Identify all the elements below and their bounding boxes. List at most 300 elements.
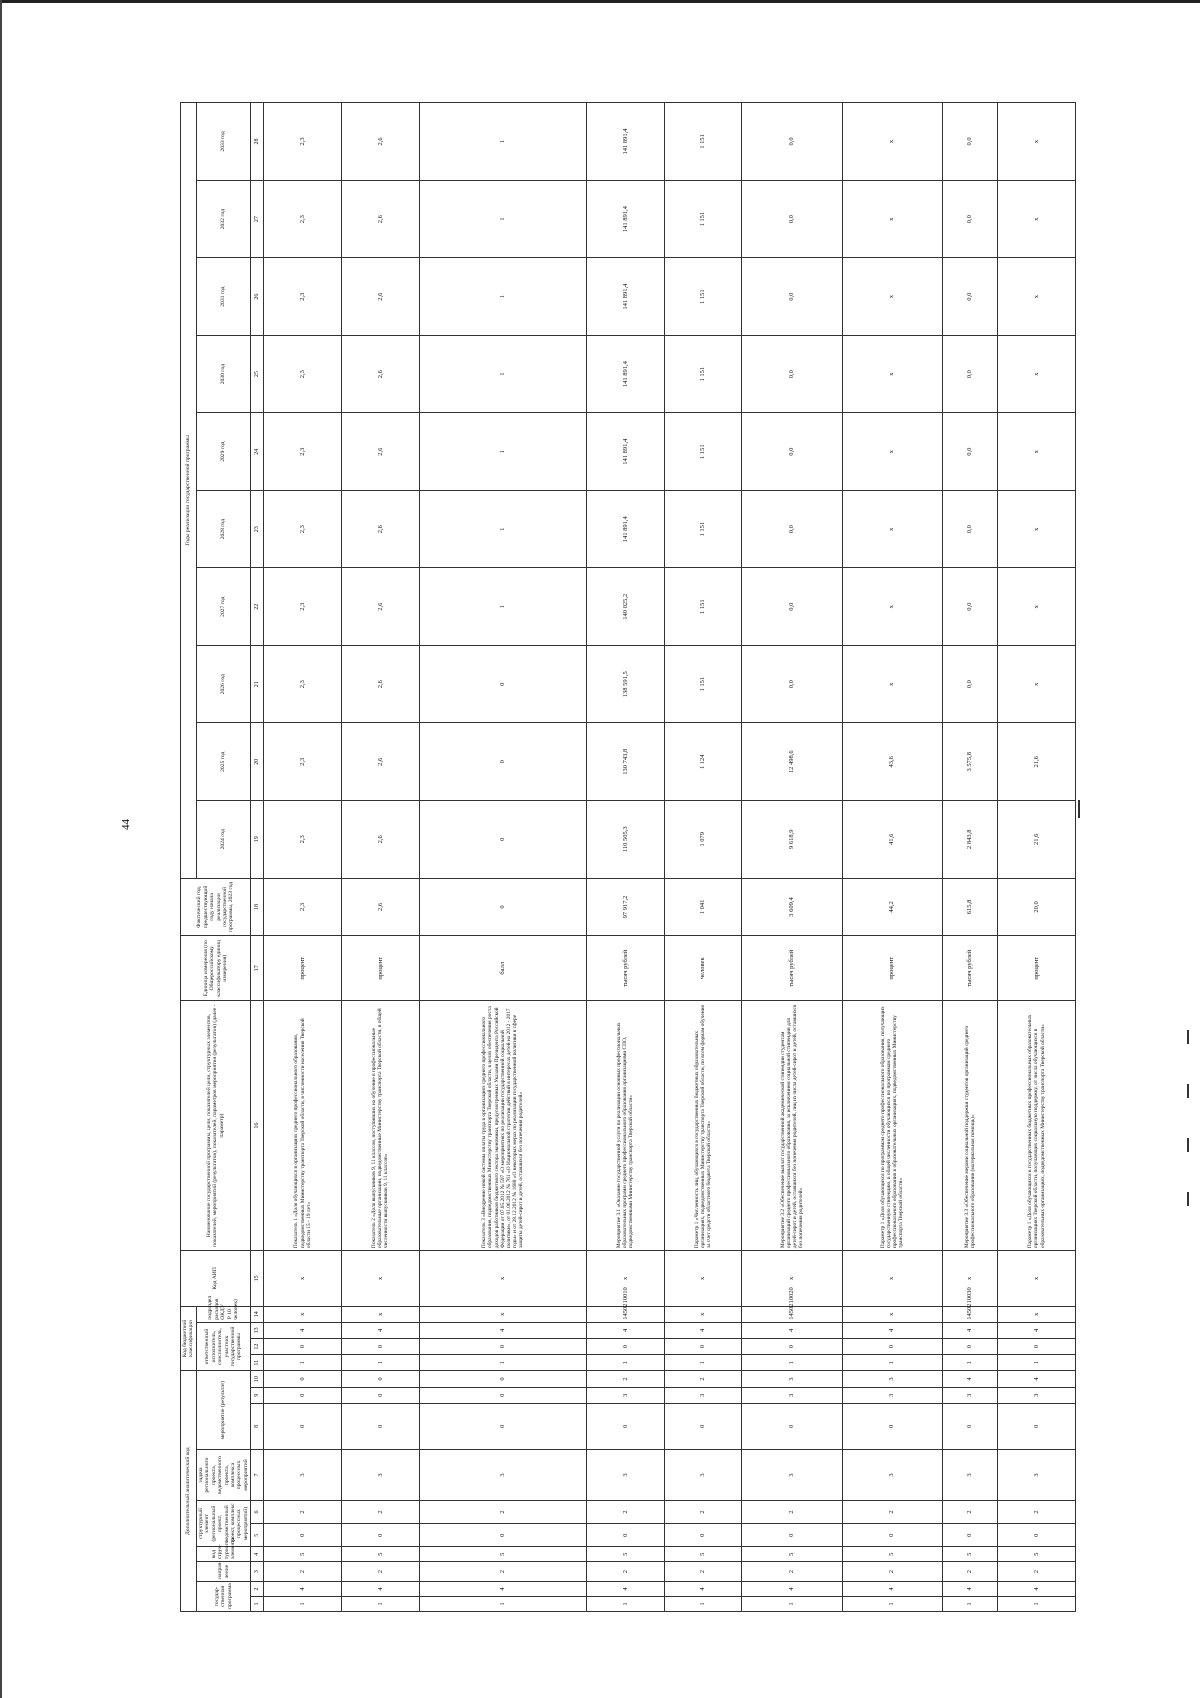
header-structure-type: вид струк-турного элемента	[196, 1547, 250, 1562]
header-kbk: Код бюджетной классификации	[181, 1306, 197, 1371]
header-name: Наименование государственной программы, цели, показателей цели, структурных элементов, показателей, мероприятий (результатов), показателей, параметров мероприятия (результатов) (далее - параметр)	[181, 1001, 251, 1251]
unit-cell: человек	[664, 936, 742, 1001]
column-number: 28	[251, 103, 264, 181]
column-number: 27	[251, 180, 264, 258]
code-cell: 1	[419, 1596, 586, 1611]
year-value: 2,6	[342, 490, 420, 568]
year-value: 1 151	[664, 335, 742, 413]
indicator-name: Мероприятие 3.3 «Обеспечение мерами социальной поддержки студентов организаций среднего профессионального образования (материальная помощь)»	[942, 1001, 997, 1251]
header-year: 2033 год	[196, 103, 250, 181]
year-value: 0,0	[742, 180, 842, 258]
header-task: задача регионального проекта, ведомственного проекта, комплекса процессных мероприятий	[196, 1450, 250, 1501]
column-number: 17	[251, 936, 264, 1001]
column-number: 26	[251, 258, 264, 336]
year-value: x	[842, 180, 942, 258]
year-value: x	[998, 258, 1076, 336]
year-value: 110 505,3	[586, 801, 664, 879]
code-cell: 5	[586, 1547, 664, 1562]
year-value: 2,6	[342, 180, 420, 258]
code-cell: 0	[264, 1371, 342, 1387]
header-kod-aip: Код АИП	[181, 1251, 251, 1307]
code-cell: 4	[419, 1581, 586, 1596]
code-cell: 1	[342, 1355, 420, 1371]
code-cell: 3	[586, 1387, 664, 1403]
table-row	[264, 103, 342, 1612]
year-value: 1 151	[664, 568, 742, 646]
code-cell: 4	[998, 1371, 1076, 1387]
year-value: 2,3	[264, 490, 342, 568]
code-cell: x	[586, 1251, 664, 1307]
code-cell: 0	[586, 1338, 664, 1354]
code-cell: 5	[264, 1547, 342, 1562]
year-value: 141 891,4	[586, 258, 664, 336]
year-value: 1 151	[664, 645, 742, 723]
code-cell: 0	[419, 1371, 586, 1387]
year-value: 0,0	[942, 568, 997, 646]
code-cell: 2	[586, 1500, 664, 1523]
year-value: 0,0	[742, 413, 842, 491]
year-value: 1	[419, 413, 586, 491]
scan-marks	[1187, 1030, 1191, 1246]
code-cell: x	[264, 1251, 342, 1307]
year-value: 1	[419, 335, 586, 413]
year-value: 2 843,8	[942, 801, 997, 879]
indicator-name: Показатель 2 «Доля выпускников 9, 11 классов, поступивших на обучение в профессиональные образовательные организации, подведомственные Министерству транспорта Тверской области, в общей численности выпускников 9, 11 классов»	[342, 1001, 420, 1251]
table-body	[251, 103, 1076, 1612]
code-cell: 2	[264, 1500, 342, 1523]
code-cell: 1	[842, 1596, 942, 1611]
code-cell: 4	[998, 1581, 1076, 1596]
code-cell: 1	[942, 1355, 997, 1371]
column-number: 11	[251, 1355, 264, 1371]
year-value: x	[842, 413, 942, 491]
year-value: x	[998, 490, 1076, 568]
code-cell: 3	[742, 1450, 842, 1501]
code-cell: 0	[742, 1524, 842, 1547]
year-value: 1	[419, 490, 586, 568]
column-number: 4	[251, 1547, 264, 1562]
code-cell: 4	[342, 1581, 420, 1596]
code-cell: 0	[419, 1403, 586, 1449]
table-row	[842, 103, 942, 1612]
code-cell: 3	[942, 1387, 997, 1403]
code-cell: 0	[342, 1338, 420, 1354]
year-value: 2,3	[264, 335, 342, 413]
column-number: 25	[251, 335, 264, 413]
unit-cell: тысяч рублей	[586, 936, 664, 1001]
table-row	[742, 103, 842, 1612]
indicator-name: Мероприятие 3.2 «Обеспечение выплат государственной академической стипендии студентам организаций среднего профессионального образования, за исключением социальной стипендии для детей-сирот и детей, оставшихся без попечения родителей, лиц из числа детей-сирот и детей, оставшихся без попечения родителей»	[742, 1001, 842, 1251]
year-value: 1 079	[664, 801, 742, 879]
year-value: 141 891,4	[586, 103, 664, 181]
header-additional-code: Дополнительный аналитический код	[181, 1371, 197, 1612]
code-cell: 2	[742, 1562, 842, 1582]
year-value: 1 124	[664, 723, 742, 801]
code-cell: 2	[842, 1562, 942, 1582]
year-value: x	[998, 335, 1076, 413]
year-value: x	[998, 103, 1076, 181]
year-value: 1 151	[664, 490, 742, 568]
code-cell: 2	[264, 1562, 342, 1582]
year-value: 0,0	[742, 645, 842, 723]
code-cell: 2	[342, 1562, 420, 1582]
year-value: 0,0	[942, 103, 997, 181]
code-cell: 4	[942, 1322, 997, 1338]
code-cell: 1450210030	[942, 1306, 997, 1322]
code-cell: 0	[842, 1524, 942, 1547]
code-cell: 1	[664, 1596, 742, 1611]
code-cell: x	[742, 1251, 842, 1307]
column-number: 8	[251, 1403, 264, 1449]
code-cell: 0	[586, 1403, 664, 1449]
code-cell: 2	[742, 1500, 842, 1523]
code-cell: 1	[264, 1596, 342, 1611]
indicator-name: Параметр 1 «Численность лиц, обучающихся в государственных бюджетных образовательных организациях, подведомственных Министерству транспорта Тверской области, по всем формам обучения за счет средств областного бюджета Тверской области»	[664, 1001, 742, 1251]
year-value: 0,0	[942, 258, 997, 336]
year-value: 0,0	[942, 335, 997, 413]
table-row	[586, 103, 664, 1612]
year-value: 2,3	[264, 180, 342, 258]
year-value: 0	[419, 645, 586, 723]
year-value: 1 151	[664, 180, 742, 258]
code-cell: 0	[742, 1403, 842, 1449]
code-cell: 3	[342, 1450, 420, 1501]
code-cell: 1	[586, 1596, 664, 1611]
column-number: 10	[251, 1371, 264, 1387]
year-value: 0	[419, 723, 586, 801]
unit-cell: процент	[342, 936, 420, 1001]
table-row	[419, 103, 586, 1612]
code-cell: x	[264, 1306, 342, 1322]
code-cell: 0	[586, 1524, 664, 1547]
code-cell: 4	[264, 1581, 342, 1596]
header-section: подраздел расходов ОКДУ Р 10 человек)	[196, 1306, 250, 1322]
column-number: 20	[251, 723, 264, 801]
year-value: x	[998, 413, 1076, 491]
column-number: 16	[251, 1001, 264, 1251]
code-cell: 5	[842, 1547, 942, 1562]
code-cell: x	[842, 1251, 942, 1307]
code-cell: 2	[998, 1500, 1076, 1523]
header-year: 2031 год	[196, 258, 250, 336]
indicator-name: Показатель 3 «Внедрение новой системы оплаты труда в организациях среднего профессионального образования, подведомственных Министерству транспорта Тверской области, в целях обеспечения роста доходов работников бюджетного сектора экономики, предусмотренных Указами Президента Российской Федерации от 07.05.2012 № 597 «О мероприятиях по реализации государственной социальной политики», от 01.06.2012 № 761 «О Национальной стратегии действий в интересах детей на 2012 - 2017 годы» и от 28.12.2012 № 1688 «О некоторых мерах по реализации государственной политики в сфере защиты детей-сирот и детей, оставшихся без попечения родителей»	[419, 1001, 586, 1251]
code-cell: 3	[842, 1371, 942, 1387]
year-value: 1 151	[664, 413, 742, 491]
table-row	[664, 103, 742, 1612]
header-row-1	[181, 103, 197, 1612]
year-value: 9 618,9	[742, 801, 842, 879]
year-value: x	[842, 258, 942, 336]
year-value: 0,0	[742, 258, 842, 336]
code-cell: 3	[842, 1450, 942, 1501]
year-value: 0,0	[742, 490, 842, 568]
column-number: 5	[251, 1524, 264, 1547]
header-years-group: Годы реализации государственной программы	[181, 103, 197, 879]
code-cell: 2	[664, 1562, 742, 1582]
code-cell: 0	[942, 1338, 997, 1354]
table-row	[942, 103, 997, 1612]
code-cell: 4	[586, 1581, 664, 1596]
code-cell: 0	[998, 1338, 1076, 1354]
year-value: 1	[419, 568, 586, 646]
year-value: x	[998, 568, 1076, 646]
code-cell: 3	[586, 1450, 664, 1501]
code-cell: 1	[264, 1355, 342, 1371]
code-cell: 0	[419, 1338, 586, 1354]
year-value: 141 891,4	[586, 490, 664, 568]
code-cell: 0	[264, 1524, 342, 1547]
year-value: 0,0	[742, 335, 842, 413]
code-cell: 0	[942, 1524, 997, 1547]
column-number: 22	[251, 568, 264, 646]
code-cell: 2	[942, 1562, 997, 1582]
indicator-name: Параметр 1 «Доля обучающихся в государственных бюджетных профессиональных образовательных организациях Тверской области, получающих социальную поддержку, от числа обучающихся в образовательных организациях, подведомственных Министерству транспорта Тверской области»	[998, 1001, 1076, 1251]
program-table-sheet	[180, 102, 1076, 1612]
code-cell: 2	[342, 1500, 420, 1523]
code-cell: 0	[998, 1403, 1076, 1449]
column-number: 1	[251, 1596, 264, 1611]
code-cell: 4	[742, 1322, 842, 1338]
code-cell: 5	[742, 1547, 842, 1562]
year-value: 0	[419, 801, 586, 879]
code-cell: 0	[664, 1524, 742, 1547]
header-year: 2028 год	[196, 490, 250, 568]
fact-value: 0	[419, 878, 586, 936]
code-cell: 3	[842, 1387, 942, 1403]
code-cell: 4	[998, 1322, 1076, 1338]
code-cell: 4	[664, 1322, 742, 1338]
code-cell: x	[419, 1251, 586, 1307]
column-number: 15	[251, 1251, 264, 1307]
code-cell: 0	[342, 1524, 420, 1547]
year-value: 0,0	[942, 490, 997, 568]
year-value: x	[842, 645, 942, 723]
header-year: 2024 год	[196, 801, 250, 879]
code-cell: 0	[264, 1338, 342, 1354]
column-number: 21	[251, 645, 264, 723]
code-cell: 3	[998, 1450, 1076, 1501]
code-cell: 1	[998, 1596, 1076, 1611]
code-cell: 1	[419, 1355, 586, 1371]
code-cell: 4	[842, 1322, 942, 1338]
table-row	[998, 103, 1076, 1612]
code-cell: 2	[586, 1562, 664, 1582]
column-number: 24	[251, 413, 264, 491]
code-cell: x	[998, 1251, 1076, 1307]
year-value: 12 498,6	[742, 723, 842, 801]
year-value: 2,3	[264, 258, 342, 336]
code-cell: x	[342, 1251, 420, 1307]
unit-cell: процент	[842, 936, 942, 1001]
year-value: x	[842, 490, 942, 568]
year-value: 2,6	[342, 103, 420, 181]
header-direction: направ-ление	[196, 1562, 250, 1582]
code-cell: 1450210020	[742, 1306, 842, 1322]
code-cell: 0	[342, 1371, 420, 1387]
code-cell: 4	[586, 1322, 664, 1338]
code-cell: 3	[998, 1387, 1076, 1403]
code-cell: 3	[742, 1387, 842, 1403]
year-value: 2,3	[264, 723, 342, 801]
code-cell: 5	[664, 1547, 742, 1562]
year-value: 2,6	[342, 568, 420, 646]
code-cell: x	[842, 1306, 942, 1322]
code-cell: 5	[342, 1547, 420, 1562]
year-value: 130 743,8	[586, 723, 664, 801]
code-cell: 1	[664, 1355, 742, 1371]
year-value: 2,6	[342, 645, 420, 723]
year-value: x	[998, 645, 1076, 723]
header-structural-element: структурный элемент (региональный проект, ведомственный проект, комплекс процессных мероприятий)	[196, 1500, 250, 1546]
code-cell: 5	[419, 1547, 586, 1562]
year-value: 2,6	[342, 723, 420, 801]
unit-cell: процент	[998, 936, 1076, 1001]
column-number: 18	[251, 878, 264, 936]
column-number: 7	[251, 1450, 264, 1501]
column-number: 12	[251, 1338, 264, 1354]
column-number: 23	[251, 490, 264, 568]
year-value: 2,3	[264, 801, 342, 879]
year-value: 1	[419, 103, 586, 181]
code-cell: 0	[942, 1403, 997, 1449]
code-cell: 0	[342, 1403, 420, 1449]
fact-value: 2,3	[264, 878, 342, 936]
column-number: 6	[251, 1500, 264, 1523]
code-cell: 2	[664, 1371, 742, 1387]
unit-cell: тысяч рублей	[942, 936, 997, 1001]
year-value: 1 151	[664, 103, 742, 181]
code-cell: 4	[419, 1322, 586, 1338]
code-cell: 5	[942, 1547, 997, 1562]
indicator-name: Показатель 1 «Доля обучающихся в организациях среднего профессионального образования, подведомственных Министерству транспорта Тверской области, в численности населения Тверской области 15 - 19 лет»	[264, 1001, 342, 1251]
header-row-2	[196, 103, 250, 1612]
code-cell: 0	[264, 1387, 342, 1403]
code-cell: 0	[842, 1338, 942, 1354]
code-cell: 2	[842, 1500, 942, 1523]
header-year: 2025 год	[196, 723, 250, 801]
header-grbs: ответственный исполнитель, соисполнитель, участник государственной программы	[196, 1322, 250, 1371]
code-cell: 0	[664, 1338, 742, 1354]
column-number: 14	[251, 1306, 264, 1322]
column-number: 19	[251, 801, 264, 879]
indicator-name: Параметр 1 «Доля обучающихся по программам среднего профессионального образования, получающих государственную стипендию, в общей численности обучающихся по программам среднего профессионального образования в образовательных организациях, подведомственных Министерству транспорта Тверской области»	[842, 1001, 942, 1251]
year-value: 2,6	[342, 801, 420, 879]
code-cell: 0	[664, 1403, 742, 1449]
code-cell: 1	[742, 1596, 842, 1611]
year-value: 43,6	[842, 723, 942, 801]
fact-value: 2,6	[342, 878, 420, 936]
year-value: 3 575,8	[942, 723, 997, 801]
code-cell: 2	[998, 1562, 1076, 1582]
code-cell: 1	[942, 1596, 997, 1611]
code-cell: 4	[342, 1322, 420, 1338]
column-number-row	[251, 103, 264, 1612]
code-cell: x	[942, 1251, 997, 1307]
code-cell: 0	[419, 1524, 586, 1547]
year-value: 1 151	[664, 258, 742, 336]
code-cell: x	[664, 1251, 742, 1307]
scan-left-edge	[0, 0, 2, 1698]
year-value: 2,3	[264, 413, 342, 491]
code-cell: 3	[942, 1450, 997, 1501]
code-cell: 4	[264, 1322, 342, 1338]
column-number: 2	[251, 1581, 264, 1596]
year-value: x	[842, 103, 942, 181]
page-number: 44	[120, 819, 132, 830]
year-value: 2,6	[342, 258, 420, 336]
year-value: 2,6	[342, 413, 420, 491]
year-value: 0,0	[942, 645, 997, 723]
fact-value: 1 041	[664, 878, 742, 936]
fact-value: 44,2	[842, 878, 942, 936]
code-cell: 3	[664, 1450, 742, 1501]
year-value: 1	[419, 258, 586, 336]
code-cell: 3	[664, 1387, 742, 1403]
code-cell: x	[664, 1306, 742, 1322]
column-number: 13	[251, 1322, 264, 1338]
header-event: мероприятие (результат)	[196, 1371, 250, 1450]
year-value: 141 891,4	[586, 180, 664, 258]
year-value: 0,0	[942, 413, 997, 491]
code-cell: x	[342, 1306, 420, 1322]
year-value: 2,3	[264, 568, 342, 646]
year-value: 138 591,5	[586, 645, 664, 723]
year-value: 2,3	[264, 645, 342, 723]
unit-cell: тысяч рублей	[742, 936, 842, 1001]
year-value: 0,0	[742, 568, 842, 646]
code-cell: 4	[664, 1581, 742, 1596]
unit-cell: процент	[264, 936, 342, 1001]
scan-mark	[1078, 800, 1080, 818]
header-year: 2032 год	[196, 180, 250, 258]
code-cell: 0	[742, 1338, 842, 1354]
fact-value: 3 609,4	[742, 878, 842, 936]
code-cell: x	[419, 1306, 586, 1322]
code-cell: 5	[998, 1547, 1076, 1562]
code-cell: 0	[998, 1524, 1076, 1547]
code-cell: 1	[842, 1355, 942, 1371]
code-cell: 0	[264, 1403, 342, 1449]
year-value: 2,6	[342, 335, 420, 413]
code-cell: 1	[586, 1355, 664, 1371]
year-value: 2,3	[264, 103, 342, 181]
code-cell: 0	[342, 1387, 420, 1403]
year-value: 1	[419, 180, 586, 258]
code-cell: 4	[942, 1581, 997, 1596]
code-cell: 2	[664, 1500, 742, 1523]
code-cell: 1450210010	[586, 1306, 664, 1322]
code-cell: 4	[842, 1581, 942, 1596]
indicator-name: Мероприятие 3.1 «Оказание государственной услуги по реализации основных профессиональных образовательных программ среднего профессионального образования организациями СПО, подведомственными Министерству транспорта Тверской области»	[586, 1001, 664, 1251]
year-value: 0,0	[742, 103, 842, 181]
code-cell: 2	[419, 1562, 586, 1582]
header-year: 2029 год	[196, 413, 250, 491]
code-cell: 0	[419, 1387, 586, 1403]
year-value: 21,6	[998, 801, 1076, 879]
year-value: 141 891,4	[586, 413, 664, 491]
unit-cell: балл	[419, 936, 586, 1001]
code-cell: x	[998, 1306, 1076, 1322]
year-value: 140 025,2	[586, 568, 664, 646]
header-state-program: государ-ственная программа	[196, 1581, 250, 1611]
fact-value: 20,0	[998, 878, 1076, 936]
year-value: 41,6	[842, 801, 942, 879]
code-cell: 0	[842, 1403, 942, 1449]
year-value: x	[998, 180, 1076, 258]
fact-value: 615,8	[942, 878, 997, 936]
code-cell: 4	[942, 1371, 997, 1387]
program-table	[180, 102, 1076, 1612]
